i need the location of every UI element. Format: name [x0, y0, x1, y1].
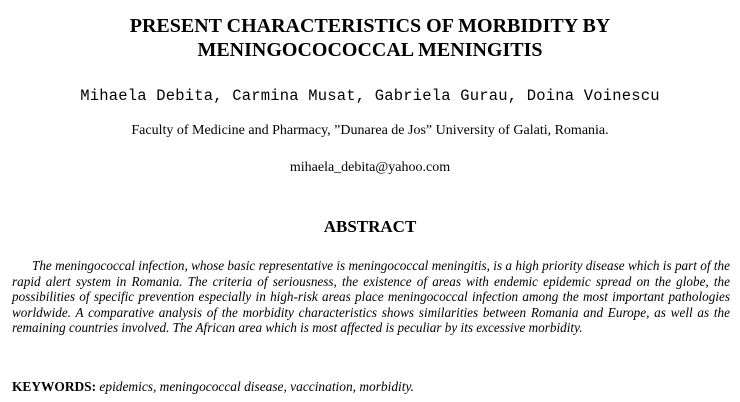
- paper-title: [0, 14, 740, 62]
- abstract-heading: ABSTRACT: [323, 217, 417, 236]
- paper-title-line-1: PRESENT CHARACTERISTICS OF MORBIDITY BY: [129, 15, 611, 37]
- author-list: Mihaela Debita, Carmina Musat, Gabriela Gurau, Doina Voinescu: [80, 87, 660, 105]
- keywords-label: KEYWORDS:: [12, 379, 97, 394]
- keywords-values: epidemics, meningococcal disease, vaccination, morbidity.: [96, 379, 415, 394]
- abstract-text: The meningococcal infection, whose basic representative is meningococcal meningitis, is a high priority disease which is part of the rapid alert system in Romania. The criteria of seriousness, the existence of areas with endemic epidemic spread on the globe, the possibilities of specific prevention especially in high-risk areas place meningococcal infection among the most important pathologies worldwide. A comparative analysis of the morbidity characteristics shows similarities between Romania and Europe, as well as the remaining countries involved. The African area which is most affected is peculiar by its excessive morbidity.: [12, 258, 730, 336]
- keywords: [12, 379, 730, 395]
- paper-title-line-2: MENINGOCOCOCCAL MENINGITIS: [197, 39, 543, 61]
- affiliation: Faculty of Medicine and Pharmacy, ”Dunarea de Jos” University of Galati, Romania.: [131, 123, 609, 138]
- contact-email: mihaela_debita@yahoo.com: [289, 160, 451, 175]
